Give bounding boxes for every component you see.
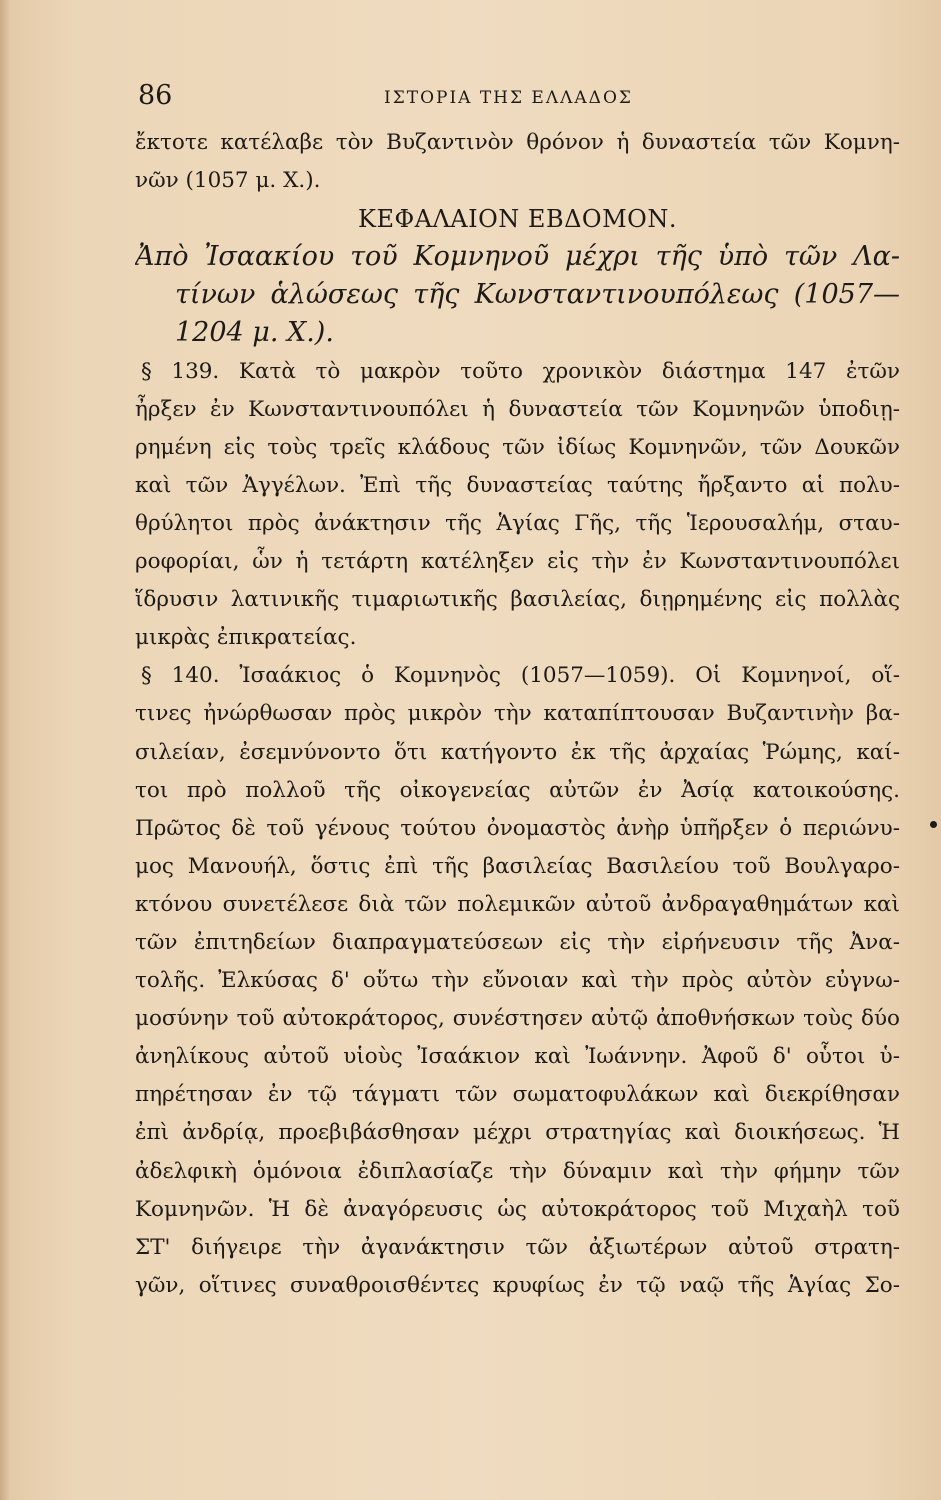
text-line: πηρέτησαν ἐν τῷ τάγματι τῶν σωματοφυλάκων καὶ διεκρίθησαν: [135, 1082, 900, 1108]
text-line: καὶ τῶν Ἀγγέλων. Ἐπὶ τῆς δυναστείας ταύτης ἤρξαντο αἱ πολυ-: [135, 472, 900, 498]
text-line: Πρῶτος δὲ τοῦ γένους τούτου ὀνομαστὸς ἀνὴρ ὑπῆρξεν ὁ περιώνυ-: [135, 815, 900, 841]
running-head: ΙΣΤΟΡΙΑ ΤΗΣ ΕΛΛΑΔΟΣ: [384, 88, 633, 108]
text-line: ρημένη εἰς τοὺς τρεῖς κλάδους τῶν ἰδίως Κομνηνῶν, τῶν Δουκῶν: [135, 434, 900, 460]
page-edge-shadow: [0, 0, 10, 1500]
text-line: ροφορίαι, ὧν ἡ τετάρτη κατέληξεν εἰς τὴν ἐν Κωνσταντινουπόλει: [135, 549, 900, 575]
text-line: ἐπὶ ἀνδρίᾳ, προεβιβάσθησαν μέχρι στρατηγίας καὶ διοικήσεως. Ἡ: [135, 1120, 900, 1146]
text-line: γῶν, οἵτινες συναθροισθέντες κρυφίως ἐν τῷ ναῷ τῆς Ἁγίας Σο-: [135, 1272, 900, 1298]
margin-ink-dot: [930, 821, 937, 828]
text-line: τινες ἠνώρθωσαν πρὸς μικρὸν τὴν καταπίπτουσαν Βυζαντινὴν βα-: [135, 701, 900, 727]
text-line: σιλείαν, ἐσεμνύνοντο ὅτι κατήγοντο ἐκ τῆς ἀρχαίας Ῥώμης, καί-: [135, 739, 900, 765]
text-line: ἀδελφικὴ ὁμόνοια ἐδιπλασίαζε τὴν δύναμιν καὶ τὴν φήμην τῶν: [135, 1158, 900, 1184]
text-line: θρύλητοι πρὸς ἀνάκτησιν τῆς Ἁγίας Γῆς, τῆς Ἱερουσαλήμ, σταυ-: [135, 510, 900, 536]
text-line: Κομνηνῶν. Ἡ δὲ ἀναγόρευσις ὡς αὐτοκράτορος τοῦ Μιχαὴλ τοῦ: [135, 1196, 900, 1222]
text-line: τοι πρὸ πολλοῦ τῆς οἰκογενείας αὐτῶν ἐν Ἀσίᾳ κατοικούσης.: [135, 777, 900, 803]
text-line: ἵδρυσιν λατινικῆς τιμαριωτικῆς βασιλείας, διῃρημένης εἰς πολλὰς: [135, 587, 900, 613]
text-line: ΣΤ' διήγειρε τὴν ἀγανάκτησιν τῶν ἀξιωτέρων αὐτοῦ στρατη-: [135, 1234, 900, 1260]
chapter-title-line: τίνων ἁλώσεως τῆς Κωνσταντινουπόλεως (1057—: [175, 279, 900, 311]
text-line: μικρὰς ἐπικρατείας.: [135, 625, 357, 651]
paragraph-139-start: § 139. Κατὰ τὸ μακρὸν τοῦτο χρονικὸν διάστημα 147 ἐτῶν: [141, 358, 900, 384]
text-line: ἦρξεν ἐν Κωνσταντινουπόλει ἡ δυναστεία τῶν Κομνηνῶν ὑποδιῃ-: [135, 396, 900, 422]
chapter-title-line: 1204 μ. Χ.).: [175, 317, 334, 349]
chapter-heading: ΚΕΦΑΛΑΙΟΝ ΕΒΔΟΜΟΝ.: [358, 205, 677, 234]
text-line: τῶν ἐπιτηδείων διαπραγματεύσεων εἰς τὴν εἰρήνευσιν τῆς Ἀνα-: [135, 929, 900, 955]
page-header: [138, 80, 898, 116]
text-line: ἔκτοτε κατέλαβε τὸν Βυζαντινὸν θρόνον ἡ δυναστεία τῶν Κομνη-: [135, 130, 900, 155]
text-line: μος Μανουήλ, ὅστις ἐπὶ τῆς βασιλείας Βασιλείου τοῦ Βουλγαρο-: [135, 853, 900, 879]
text-line: ἀνηλίκους αὐτοῦ υἱοὺς Ἰσαάκιον καὶ Ἰωάννην. Ἀφοῦ δ' οὗτοι ὑ-: [135, 1044, 900, 1070]
text-line: τολῆς. Ἐλκύσας δ' οὕτω τὴν εὔνοιαν καὶ τὴν πρὸς αὐτὸν εὐγνω-: [135, 968, 900, 994]
text-line: κτόνου συνετέλεσε διὰ τῶν πολεμικῶν αὐτοῦ ἀνδραγαθημάτων καὶ: [135, 891, 900, 917]
text-line: μοσύνην τοῦ αὐτοκράτορος, συνέστησεν αὐτῷ ἀποθνήσκων τοὺς δύο: [135, 1006, 900, 1032]
chapter-title-line: Ἀπὸ Ἰσαακίου τοῦ Κομνηνοῦ μέχρι τῆς ὑπὸ τῶν Λα-: [135, 241, 900, 273]
page-number: 86: [138, 80, 173, 111]
page-body: [135, 124, 900, 1305]
text-line: νῶν (1057 μ. Χ.).: [135, 168, 321, 194]
paragraph-140-start: § 140. Ἰσαάκιος ὁ Κομνηνὸς (1057—1059). Οἱ Κομνηνοί, οἵ-: [141, 663, 900, 689]
